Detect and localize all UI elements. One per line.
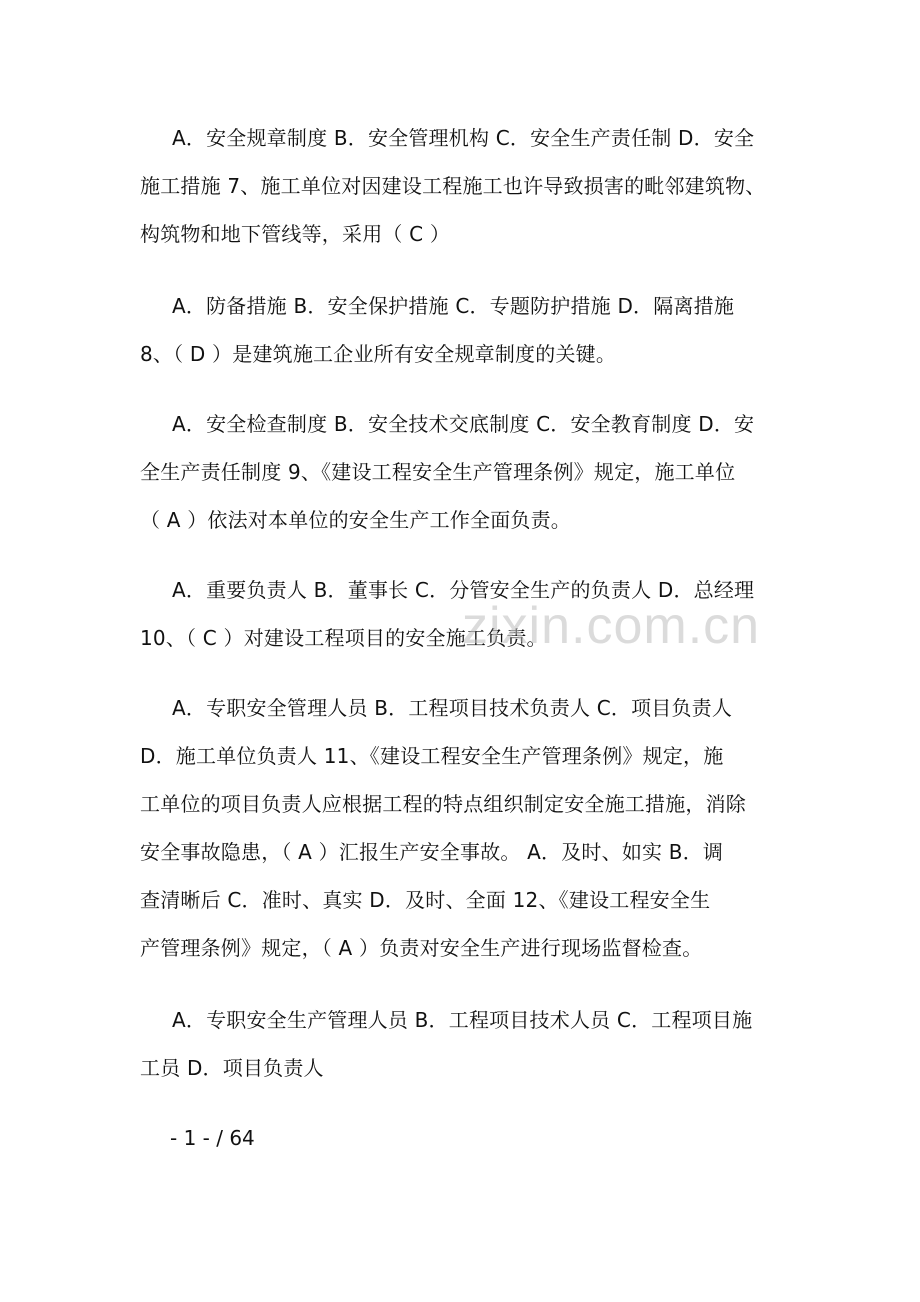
text-line: （ A ）依法对本单位的安全生产工作全面负责。 (140, 508, 571, 532)
text-line: A．安全检查制度 B．安全技术交底制度 C．安全教育制度 D．安 (172, 412, 755, 436)
text-line: A．专职安全管理人员 B．工程项目技术负责人 C．项目负责人 (172, 696, 733, 720)
text-line: A．专职安全生产管理人员 B．工程项目技术人员 C．工程项目施 (172, 1008, 753, 1032)
text-line: 安全事故隐患，（ A ）汇报生产安全事故。 A．及时、如实 B．调 (140, 840, 724, 864)
text-line: A．重要负责人 B．董事长 C．分管安全生产的负责人 D．总经理 (172, 578, 755, 602)
text-line: 施工措施 7、施工单位对因建设工程施工也许导致损害的毗邻建筑物、 (140, 174, 766, 198)
paragraph-options-7 (140, 282, 792, 378)
paragraph-options-8 (140, 400, 792, 544)
paragraph-options-10-12 (140, 684, 792, 972)
text-line: D．施工单位负责人 11、《建设工程安全生产管理条例》规定，施 (140, 744, 724, 768)
paragraph-options-12 (140, 996, 792, 1092)
watermark: zixin.com.cn (462, 597, 761, 655)
text-line: 构筑物和地下管线等，采用（ C ） (140, 222, 451, 246)
text-line: 工员 D．项目负责人 (140, 1056, 324, 1080)
paragraph-options-6 (140, 114, 792, 258)
text-line: A．安全规章制度 B．安全管理机构 C．安全生产责任制 D．安全 (172, 126, 755, 150)
text-line: 10、（ C ）对建设工程项目的安全施工负责。 (140, 626, 547, 650)
text-line: 8、（ D ）是建筑施工企业所有安全规章制度的关键。 (140, 342, 617, 366)
page-number: - 1 - / 64 (170, 1126, 255, 1150)
text-line: 工单位的项目负责人应根据工程的特点组织制定安全施工措施，消除 (140, 792, 746, 816)
text-line: 查清晰后 C．准时、真实 D．及时、全面 12、《建设工程安全生 (140, 888, 711, 912)
text-line: 全生产责任制度 9、《建设工程安全生产管理条例》规定，施工单位 (140, 460, 736, 484)
text-line: A．防备措施 B．安全保护措施 C．专题防护措施 D．隔离措施 (172, 294, 735, 318)
text-line: 产管理条例》规定，（ A ）负责对安全生产进行现场监督检查。 (140, 936, 703, 960)
